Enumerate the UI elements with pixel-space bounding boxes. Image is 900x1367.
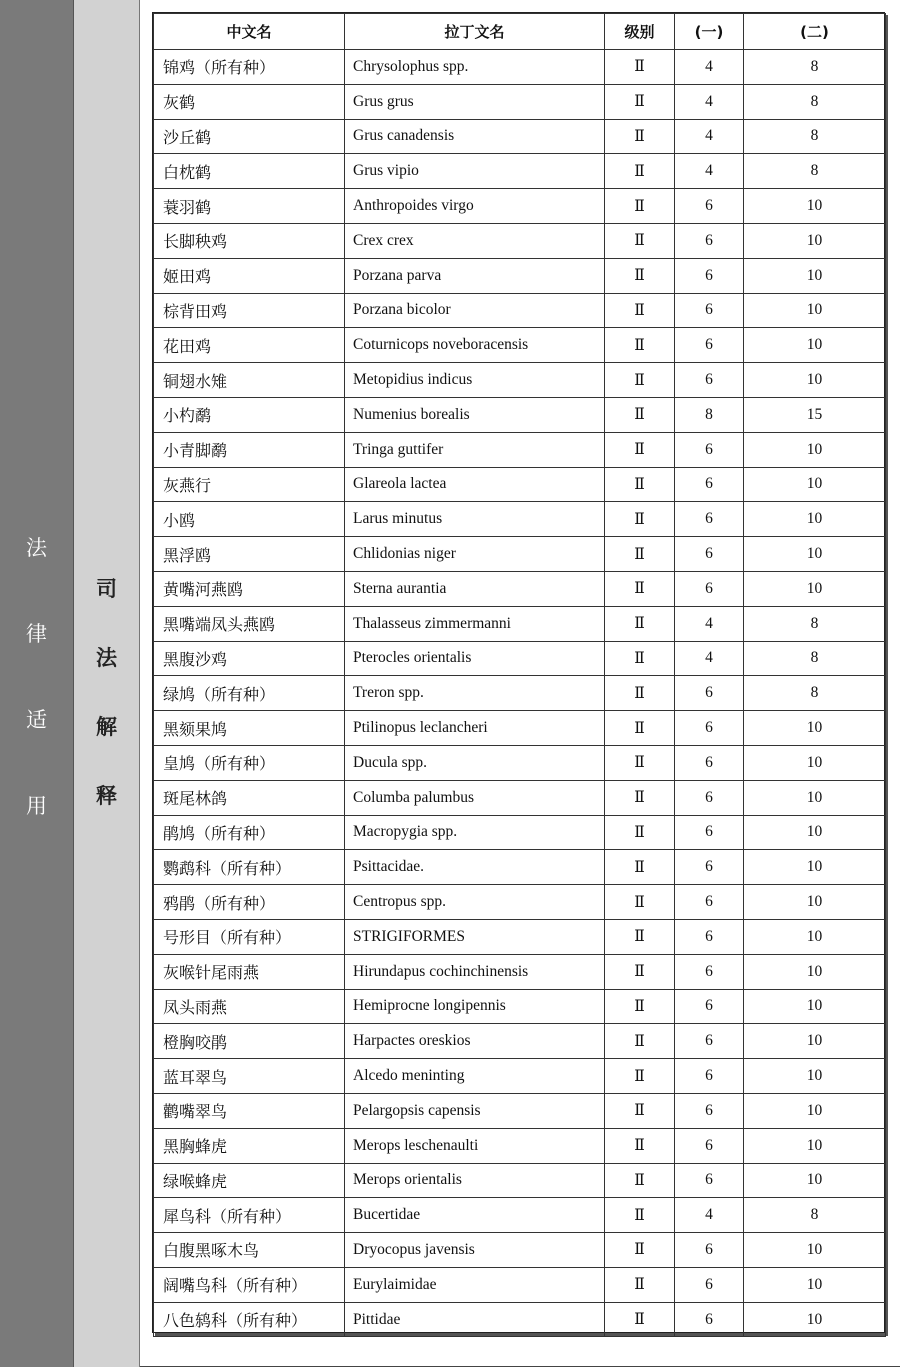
cell-level: Ⅱ: [605, 397, 675, 432]
cell-value-one: 6: [675, 815, 744, 850]
cell-value-one: 6: [675, 919, 744, 954]
cell-value-two: 10: [744, 780, 886, 815]
cell-value-two: 10: [744, 989, 886, 1024]
cell-chinese-name: 蓑羽鹤: [154, 189, 345, 224]
table-row: [154, 1128, 886, 1163]
cell-value-two: 10: [744, 1163, 886, 1198]
cell-value-two: 10: [744, 745, 886, 780]
cell-value-one: 6: [675, 1267, 744, 1302]
cell-value-one: 4: [675, 641, 744, 676]
cell-value-two: 8: [744, 119, 886, 154]
cell-chinese-name: 蓝耳翠鸟: [154, 1059, 345, 1094]
species-table-container: [152, 12, 885, 1333]
table-row: [154, 954, 886, 989]
table-row: [154, 1302, 886, 1337]
table-row: [154, 223, 886, 258]
table-row: [154, 84, 886, 119]
cell-level: Ⅱ: [605, 363, 675, 398]
cell-level: Ⅱ: [605, 676, 675, 711]
cell-level: Ⅱ: [605, 258, 675, 293]
header-column-two: (二): [744, 14, 886, 50]
cell-level: Ⅱ: [605, 711, 675, 746]
cell-value-two: 8: [744, 50, 886, 85]
cell-level: Ⅱ: [605, 780, 675, 815]
cell-chinese-name: 橙胸咬鹃: [154, 1024, 345, 1059]
cell-value-one: 4: [675, 154, 744, 189]
cell-latin-name: Numenius borealis: [345, 397, 605, 432]
cell-latin-name: Ducula spp.: [345, 745, 605, 780]
cell-chinese-name: 长脚秧鸡: [154, 223, 345, 258]
table-row: [154, 641, 886, 676]
table-row: [154, 467, 886, 502]
header-latin-name: 拉丁文名: [345, 14, 605, 50]
cell-latin-name: Porzana bicolor: [345, 293, 605, 328]
table-row: [154, 432, 886, 467]
cell-value-two: 8: [744, 676, 886, 711]
cell-level: Ⅱ: [605, 223, 675, 258]
cell-value-two: 10: [744, 850, 886, 885]
table-row: [154, 1059, 886, 1094]
table-row: [154, 711, 886, 746]
cell-latin-name: Chlidonias niger: [345, 537, 605, 572]
cell-chinese-name: 斑尾林鸽: [154, 780, 345, 815]
table-header-row: [154, 14, 886, 50]
cell-chinese-name: 铜翅水雉: [154, 363, 345, 398]
table-body: [154, 50, 886, 1337]
cell-level: Ⅱ: [605, 502, 675, 537]
cell-latin-name: Grus vipio: [345, 154, 605, 189]
cell-value-one: 6: [675, 571, 744, 606]
header-chinese-name: 中文名: [154, 14, 345, 50]
section-label-char: 律: [26, 622, 47, 646]
cell-latin-name: Metopidius indicus: [345, 363, 605, 398]
cell-value-two: 8: [744, 154, 886, 189]
cell-value-one: 6: [675, 467, 744, 502]
cell-level: Ⅱ: [605, 1302, 675, 1337]
cell-chinese-name: 鹳嘴翠鸟: [154, 1093, 345, 1128]
table-row: [154, 154, 886, 189]
cell-value-one: 6: [675, 711, 744, 746]
cell-level: Ⅱ: [605, 119, 675, 154]
table-row: [154, 537, 886, 572]
cell-level: Ⅱ: [605, 189, 675, 224]
cell-chinese-name: 绿鸠（所有种）: [154, 676, 345, 711]
cell-value-one: 6: [675, 989, 744, 1024]
cell-value-one: 6: [675, 780, 744, 815]
cell-chinese-name: 黑腹沙鸡: [154, 641, 345, 676]
cell-value-two: 10: [744, 885, 886, 920]
cell-chinese-name: 鸦鹃（所有种）: [154, 885, 345, 920]
cell-value-one: 6: [675, 1128, 744, 1163]
cell-chinese-name: 小青脚鹬: [154, 432, 345, 467]
cell-level: Ⅱ: [605, 815, 675, 850]
cell-latin-name: Pelargopsis capensis: [345, 1093, 605, 1128]
cell-latin-name: Psittacidae.: [345, 850, 605, 885]
cell-chinese-name: 棕背田鸡: [154, 293, 345, 328]
cell-value-one: 6: [675, 363, 744, 398]
cell-value-two: 10: [744, 1024, 886, 1059]
cell-level: Ⅱ: [605, 850, 675, 885]
cell-latin-name: Merops orientalis: [345, 1163, 605, 1198]
cell-chinese-name: 灰鹤: [154, 84, 345, 119]
subsection-label-char: 释: [96, 784, 117, 808]
table-row: [154, 606, 886, 641]
cell-value-two: 10: [744, 502, 886, 537]
cell-value-two: 10: [744, 537, 886, 572]
table-row: [154, 1233, 886, 1268]
cell-chinese-name: 姬田鸡: [154, 258, 345, 293]
cell-value-two: 10: [744, 1128, 886, 1163]
cell-chinese-name: 灰喉针尾雨燕: [154, 954, 345, 989]
cell-value-one: 6: [675, 258, 744, 293]
cell-latin-name: Pterocles orientalis: [345, 641, 605, 676]
cell-chinese-name: 小杓鹬: [154, 397, 345, 432]
table-row: [154, 745, 886, 780]
cell-level: Ⅱ: [605, 1233, 675, 1268]
cell-level: Ⅱ: [605, 1198, 675, 1233]
cell-level: Ⅱ: [605, 606, 675, 641]
cell-value-two: 10: [744, 919, 886, 954]
cell-value-two: 8: [744, 606, 886, 641]
table-row: [154, 815, 886, 850]
header-column-one: (一): [675, 14, 744, 50]
cell-latin-name: Columba palumbus: [345, 780, 605, 815]
cell-value-two: 10: [744, 815, 886, 850]
cell-latin-name: Alcedo meninting: [345, 1059, 605, 1094]
table-row: [154, 1093, 886, 1128]
cell-value-two: 8: [744, 641, 886, 676]
subsection-label-char: 司: [96, 577, 117, 601]
cell-level: Ⅱ: [605, 1267, 675, 1302]
cell-value-one: 6: [675, 1302, 744, 1337]
cell-level: Ⅱ: [605, 1059, 675, 1094]
cell-latin-name: Thalasseus zimmermanni: [345, 606, 605, 641]
cell-level: Ⅱ: [605, 954, 675, 989]
cell-value-one: 4: [675, 119, 744, 154]
table-row: [154, 189, 886, 224]
cell-latin-name: Coturnicops noveboracensis: [345, 328, 605, 363]
cell-value-two: 10: [744, 1267, 886, 1302]
cell-latin-name: Sterna aurantia: [345, 571, 605, 606]
cell-latin-name: Larus minutus: [345, 502, 605, 537]
cell-chinese-name: 阔嘴鸟科（所有种）: [154, 1267, 345, 1302]
cell-latin-name: Tringa guttifer: [345, 432, 605, 467]
cell-value-two: 10: [744, 467, 886, 502]
table-row: [154, 397, 886, 432]
cell-chinese-name: 鹦鹉科（所有种）: [154, 850, 345, 885]
cell-value-two: 10: [744, 258, 886, 293]
cell-chinese-name: 花田鸡: [154, 328, 345, 363]
cell-chinese-name: 黑胸蜂虎: [154, 1128, 345, 1163]
table-row: [154, 328, 886, 363]
cell-chinese-name: 小鸥: [154, 502, 345, 537]
species-table: [153, 13, 886, 1337]
cell-value-one: 6: [675, 1163, 744, 1198]
cell-latin-name: STRIGIFORMES: [345, 919, 605, 954]
cell-level: Ⅱ: [605, 432, 675, 467]
cell-level: Ⅱ: [605, 641, 675, 676]
section-label-char: 法: [26, 536, 47, 560]
table-row: [154, 119, 886, 154]
section-sidebar: [0, 0, 74, 1367]
cell-level: Ⅱ: [605, 571, 675, 606]
cell-value-two: 10: [744, 432, 886, 467]
cell-level: Ⅱ: [605, 1163, 675, 1198]
cell-level: Ⅱ: [605, 537, 675, 572]
table-row: [154, 258, 886, 293]
cell-latin-name: Grus canadensis: [345, 119, 605, 154]
cell-chinese-name: 白腹黑啄木鸟: [154, 1233, 345, 1268]
cell-value-one: 4: [675, 1198, 744, 1233]
table-row: [154, 502, 886, 537]
cell-latin-name: Bucertidae: [345, 1198, 605, 1233]
section-label: [0, 505, 73, 849]
table-row: [154, 780, 886, 815]
cell-level: Ⅱ: [605, 885, 675, 920]
cell-chinese-name: 皇鸠（所有种）: [154, 745, 345, 780]
cell-value-two: 10: [744, 1233, 886, 1268]
cell-value-one: 4: [675, 50, 744, 85]
cell-value-two: 10: [744, 223, 886, 258]
cell-level: Ⅱ: [605, 50, 675, 85]
cell-latin-name: Dryocopus javensis: [345, 1233, 605, 1268]
cell-level: Ⅱ: [605, 154, 675, 189]
table-row: [154, 989, 886, 1024]
cell-value-two: 10: [744, 1059, 886, 1094]
cell-value-one: 6: [675, 537, 744, 572]
table-row: [154, 885, 886, 920]
cell-level: Ⅱ: [605, 467, 675, 502]
cell-value-two: 10: [744, 328, 886, 363]
table-row: [154, 571, 886, 606]
table-row: [154, 50, 886, 85]
cell-value-one: 4: [675, 84, 744, 119]
table-row: [154, 1024, 886, 1059]
cell-level: Ⅱ: [605, 1024, 675, 1059]
cell-level: Ⅱ: [605, 745, 675, 780]
subsection-sidebar: [74, 0, 140, 1367]
cell-chinese-name: 灰燕行: [154, 467, 345, 502]
cell-latin-name: Treron spp.: [345, 676, 605, 711]
cell-latin-name: Glareola lactea: [345, 467, 605, 502]
cell-chinese-name: 八色鸫科（所有种）: [154, 1302, 345, 1337]
table-row: [154, 1198, 886, 1233]
subsection-label: [74, 555, 139, 831]
table-row: [154, 676, 886, 711]
cell-value-two: 8: [744, 84, 886, 119]
cell-latin-name: Macropygia spp.: [345, 815, 605, 850]
cell-chinese-name: 绿喉蜂虎: [154, 1163, 345, 1198]
cell-level: Ⅱ: [605, 84, 675, 119]
cell-value-two: 10: [744, 954, 886, 989]
cell-latin-name: Grus grus: [345, 84, 605, 119]
cell-chinese-name: 沙丘鹤: [154, 119, 345, 154]
cell-value-two: 10: [744, 189, 886, 224]
cell-value-two: 10: [744, 711, 886, 746]
cell-latin-name: Centropus spp.: [345, 885, 605, 920]
section-label-char: 用: [26, 794, 47, 818]
cell-latin-name: Crex crex: [345, 223, 605, 258]
cell-chinese-name: 黑浮鸥: [154, 537, 345, 572]
cell-level: Ⅱ: [605, 1128, 675, 1163]
cell-value-one: 6: [675, 328, 744, 363]
cell-chinese-name: 凤头雨燕: [154, 989, 345, 1024]
cell-value-two: 10: [744, 363, 886, 398]
cell-latin-name: Ptilinopus leclancheri: [345, 711, 605, 746]
cell-latin-name: Harpactes oreskios: [345, 1024, 605, 1059]
cell-chinese-name: 白枕鹤: [154, 154, 345, 189]
cell-chinese-name: 黑颏果鸠: [154, 711, 345, 746]
cell-level: Ⅱ: [605, 919, 675, 954]
cell-value-one: 6: [675, 954, 744, 989]
cell-value-two: 8: [744, 1198, 886, 1233]
cell-level: Ⅱ: [605, 1093, 675, 1128]
cell-chinese-name: 黑嘴端凤头燕鸥: [154, 606, 345, 641]
cell-value-one: 6: [675, 1093, 744, 1128]
table-row: [154, 1267, 886, 1302]
cell-level: Ⅱ: [605, 989, 675, 1024]
cell-chinese-name: 锦鸡（所有种）: [154, 50, 345, 85]
cell-chinese-name: 鹃鸠（所有种）: [154, 815, 345, 850]
cell-latin-name: Porzana parva: [345, 258, 605, 293]
cell-value-one: 6: [675, 293, 744, 328]
cell-chinese-name: 犀鸟科（所有种）: [154, 1198, 345, 1233]
cell-level: Ⅱ: [605, 328, 675, 363]
cell-value-one: 6: [675, 1059, 744, 1094]
cell-latin-name: Merops leschenaulti: [345, 1128, 605, 1163]
table-row: [154, 1163, 886, 1198]
cell-latin-name: Hirundapus cochinchinensis: [345, 954, 605, 989]
cell-value-one: 6: [675, 850, 744, 885]
section-label-char: 适: [26, 708, 47, 732]
subsection-label-char: 法: [96, 646, 117, 670]
table-row: [154, 919, 886, 954]
cell-value-two: 10: [744, 1093, 886, 1128]
cell-latin-name: Eurylaimidae: [345, 1267, 605, 1302]
cell-value-one: 6: [675, 1233, 744, 1268]
cell-value-two: 10: [744, 293, 886, 328]
cell-chinese-name: 黄嘴河燕鸥: [154, 571, 345, 606]
table-row: [154, 850, 886, 885]
cell-latin-name: Hemiprocne longipennis: [345, 989, 605, 1024]
cell-latin-name: Pittidae: [345, 1302, 605, 1337]
cell-value-two: 10: [744, 1302, 886, 1337]
subsection-label-char: 解: [96, 715, 117, 739]
cell-chinese-name: 号形目（所有种）: [154, 919, 345, 954]
cell-value-two: 10: [744, 571, 886, 606]
cell-value-two: 15: [744, 397, 886, 432]
cell-level: Ⅱ: [605, 293, 675, 328]
cell-value-one: 4: [675, 606, 744, 641]
cell-value-one: 6: [675, 676, 744, 711]
header-level: 级别: [605, 14, 675, 50]
cell-value-one: 8: [675, 397, 744, 432]
cell-value-one: 6: [675, 502, 744, 537]
cell-value-one: 6: [675, 885, 744, 920]
cell-value-one: 6: [675, 745, 744, 780]
cell-value-one: 6: [675, 1024, 744, 1059]
cell-latin-name: Anthropoides virgo: [345, 189, 605, 224]
table-row: [154, 293, 886, 328]
cell-value-one: 6: [675, 189, 744, 224]
cell-value-one: 6: [675, 432, 744, 467]
table-row: [154, 363, 886, 398]
cell-value-one: 6: [675, 223, 744, 258]
cell-latin-name: Chrysolophus spp.: [345, 50, 605, 85]
